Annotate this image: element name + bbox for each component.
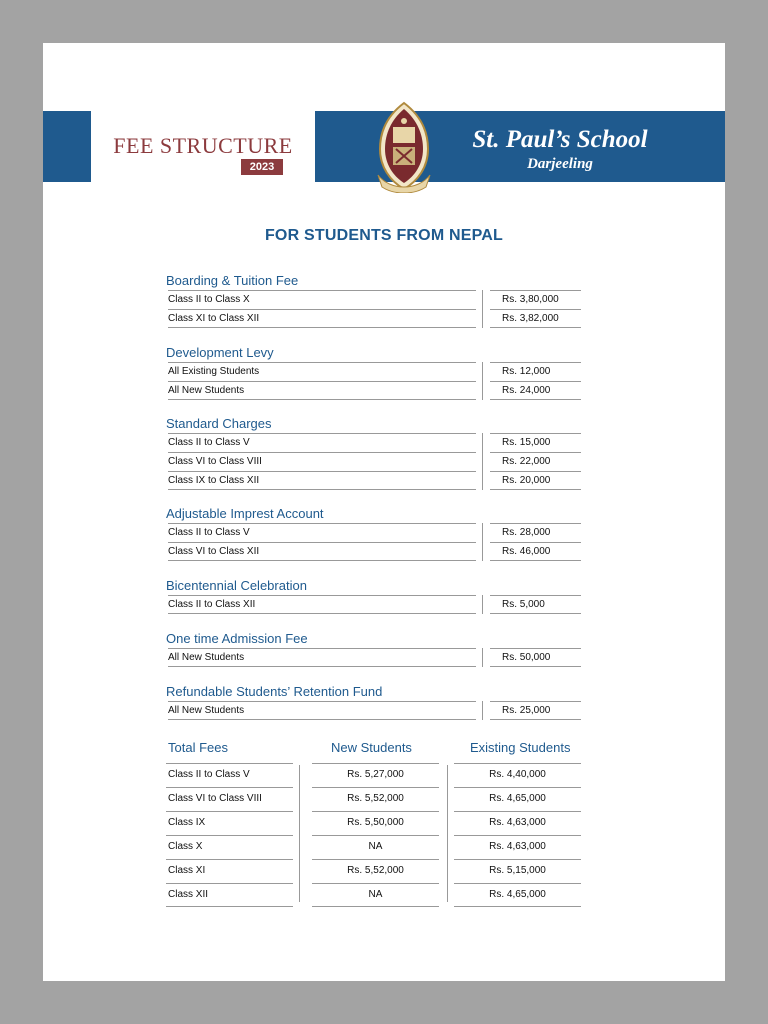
- fee-row: [166, 381, 581, 400]
- totals-row: [166, 835, 586, 859]
- fee-label: Class II to Class X: [168, 290, 476, 309]
- totals-row: [166, 883, 586, 907]
- fee-label: Class II to Class V: [168, 433, 476, 452]
- fee-row: [166, 701, 581, 720]
- fee-amount: Rs. 28,000: [490, 523, 581, 542]
- header-band-left: [43, 111, 91, 182]
- fee-label: All New Students: [168, 381, 476, 400]
- totals-new: Rs. 5,52,000: [312, 859, 439, 883]
- totals-column-header: Existing Students: [470, 740, 571, 755]
- section-title: Development Levy: [166, 345, 274, 360]
- totals-header: [166, 738, 586, 760]
- fee-row: [166, 523, 581, 542]
- fee-amount: Rs. 12,000: [490, 362, 581, 381]
- totals-existing: Rs. 4,63,000: [454, 811, 581, 835]
- section-bicentennial: [166, 576, 581, 614]
- fee-document: [43, 43, 725, 981]
- section-title: Bicentennial Celebration: [166, 578, 307, 593]
- fee-amount: Rs. 20,000: [490, 471, 581, 490]
- section-development-levy: [166, 343, 581, 400]
- fee-label: All Existing Students: [168, 362, 476, 381]
- fee-row: [166, 542, 581, 561]
- fee-amount: Rs. 24,000: [490, 381, 581, 400]
- section-title: Adjustable Imprest Account: [166, 506, 324, 521]
- fee-label: All New Students: [168, 648, 476, 667]
- totals-class: Class VI to Class VIII: [166, 787, 293, 811]
- fee-amount: Rs. 3,82,000: [490, 309, 581, 328]
- fee-amount: Rs. 15,000: [490, 433, 581, 452]
- totals-existing: Rs. 4,65,000: [454, 787, 581, 811]
- totals-class: Class IX: [166, 811, 293, 835]
- fee-row: [166, 309, 581, 328]
- section-imprest-account: [166, 504, 581, 561]
- totals-existing: Rs. 5,15,000: [454, 859, 581, 883]
- section-title: Standard Charges: [166, 416, 272, 431]
- totals-row: [166, 811, 586, 835]
- fee-amount: Rs. 3,80,000: [490, 290, 581, 309]
- fee-amount: Rs. 25,000: [490, 701, 581, 720]
- school-name: St. Paul’s School: [472, 126, 648, 153]
- fee-label: Class VI to Class XII: [168, 542, 476, 561]
- fee-row: [166, 433, 581, 452]
- totals-new: Rs. 5,27,000: [312, 763, 439, 787]
- section-title: Refundable Students’ Retention Fund: [166, 684, 383, 699]
- fee-label: Class IX to Class XII: [168, 471, 476, 490]
- section-title: One time Admission Fee: [166, 631, 308, 646]
- totals-new: NA: [312, 835, 439, 859]
- fee-label: Class II to Class V: [168, 523, 476, 542]
- page-heading: FOR STUDENTS FROM NEPAL: [264, 227, 504, 244]
- totals-column-header: Total Fees: [168, 740, 228, 755]
- totals-existing: Rs. 4,65,000: [454, 883, 581, 907]
- fee-label: Class II to Class XII: [168, 595, 476, 614]
- totals-table: [166, 738, 586, 907]
- totals-row: [166, 859, 586, 883]
- totals-new: NA: [312, 883, 439, 907]
- fee-label: All New Students: [168, 701, 476, 720]
- fee-amount: Rs. 46,000: [490, 542, 581, 561]
- fee-row: [166, 471, 581, 490]
- totals-class: Class XII: [166, 883, 293, 907]
- section-title: Boarding & Tuition Fee: [166, 273, 299, 288]
- fee-row: [166, 362, 581, 381]
- totals-existing: Rs. 4,40,000: [454, 763, 581, 787]
- section-admission-fee: [166, 629, 581, 667]
- totals-new: Rs. 5,52,000: [312, 787, 439, 811]
- fee-amount: Rs. 5,000: [490, 595, 581, 614]
- school-crest-icon: [376, 101, 432, 193]
- fee-amount: Rs. 22,000: [490, 452, 581, 471]
- section-boarding-tuition: [166, 271, 581, 328]
- school-town: Darjeeling: [527, 156, 593, 172]
- totals-new: Rs. 5,50,000: [312, 811, 439, 835]
- fee-row: [166, 648, 581, 667]
- year-badge: 2023: [241, 159, 283, 175]
- totals-class: Class X: [166, 835, 293, 859]
- fee-label: Class VI to Class VIII: [168, 452, 476, 471]
- section-standard-charges: [166, 414, 581, 490]
- fee-amount: Rs. 50,000: [490, 648, 581, 667]
- fee-row: [166, 452, 581, 471]
- document-title: FEE STRUCTURE: [113, 133, 293, 158]
- totals-class: Class XI: [166, 859, 293, 883]
- totals-class: Class II to Class V: [166, 763, 293, 787]
- fee-row: [166, 595, 581, 614]
- totals-column-header: New Students: [331, 740, 412, 755]
- section-retention-fund: [166, 682, 581, 720]
- totals-existing: Rs. 4,63,000: [454, 835, 581, 859]
- totals-row: [166, 763, 586, 787]
- totals-row: [166, 787, 586, 811]
- fee-label: Class XI to Class XII: [168, 309, 476, 328]
- fee-row: [166, 290, 581, 309]
